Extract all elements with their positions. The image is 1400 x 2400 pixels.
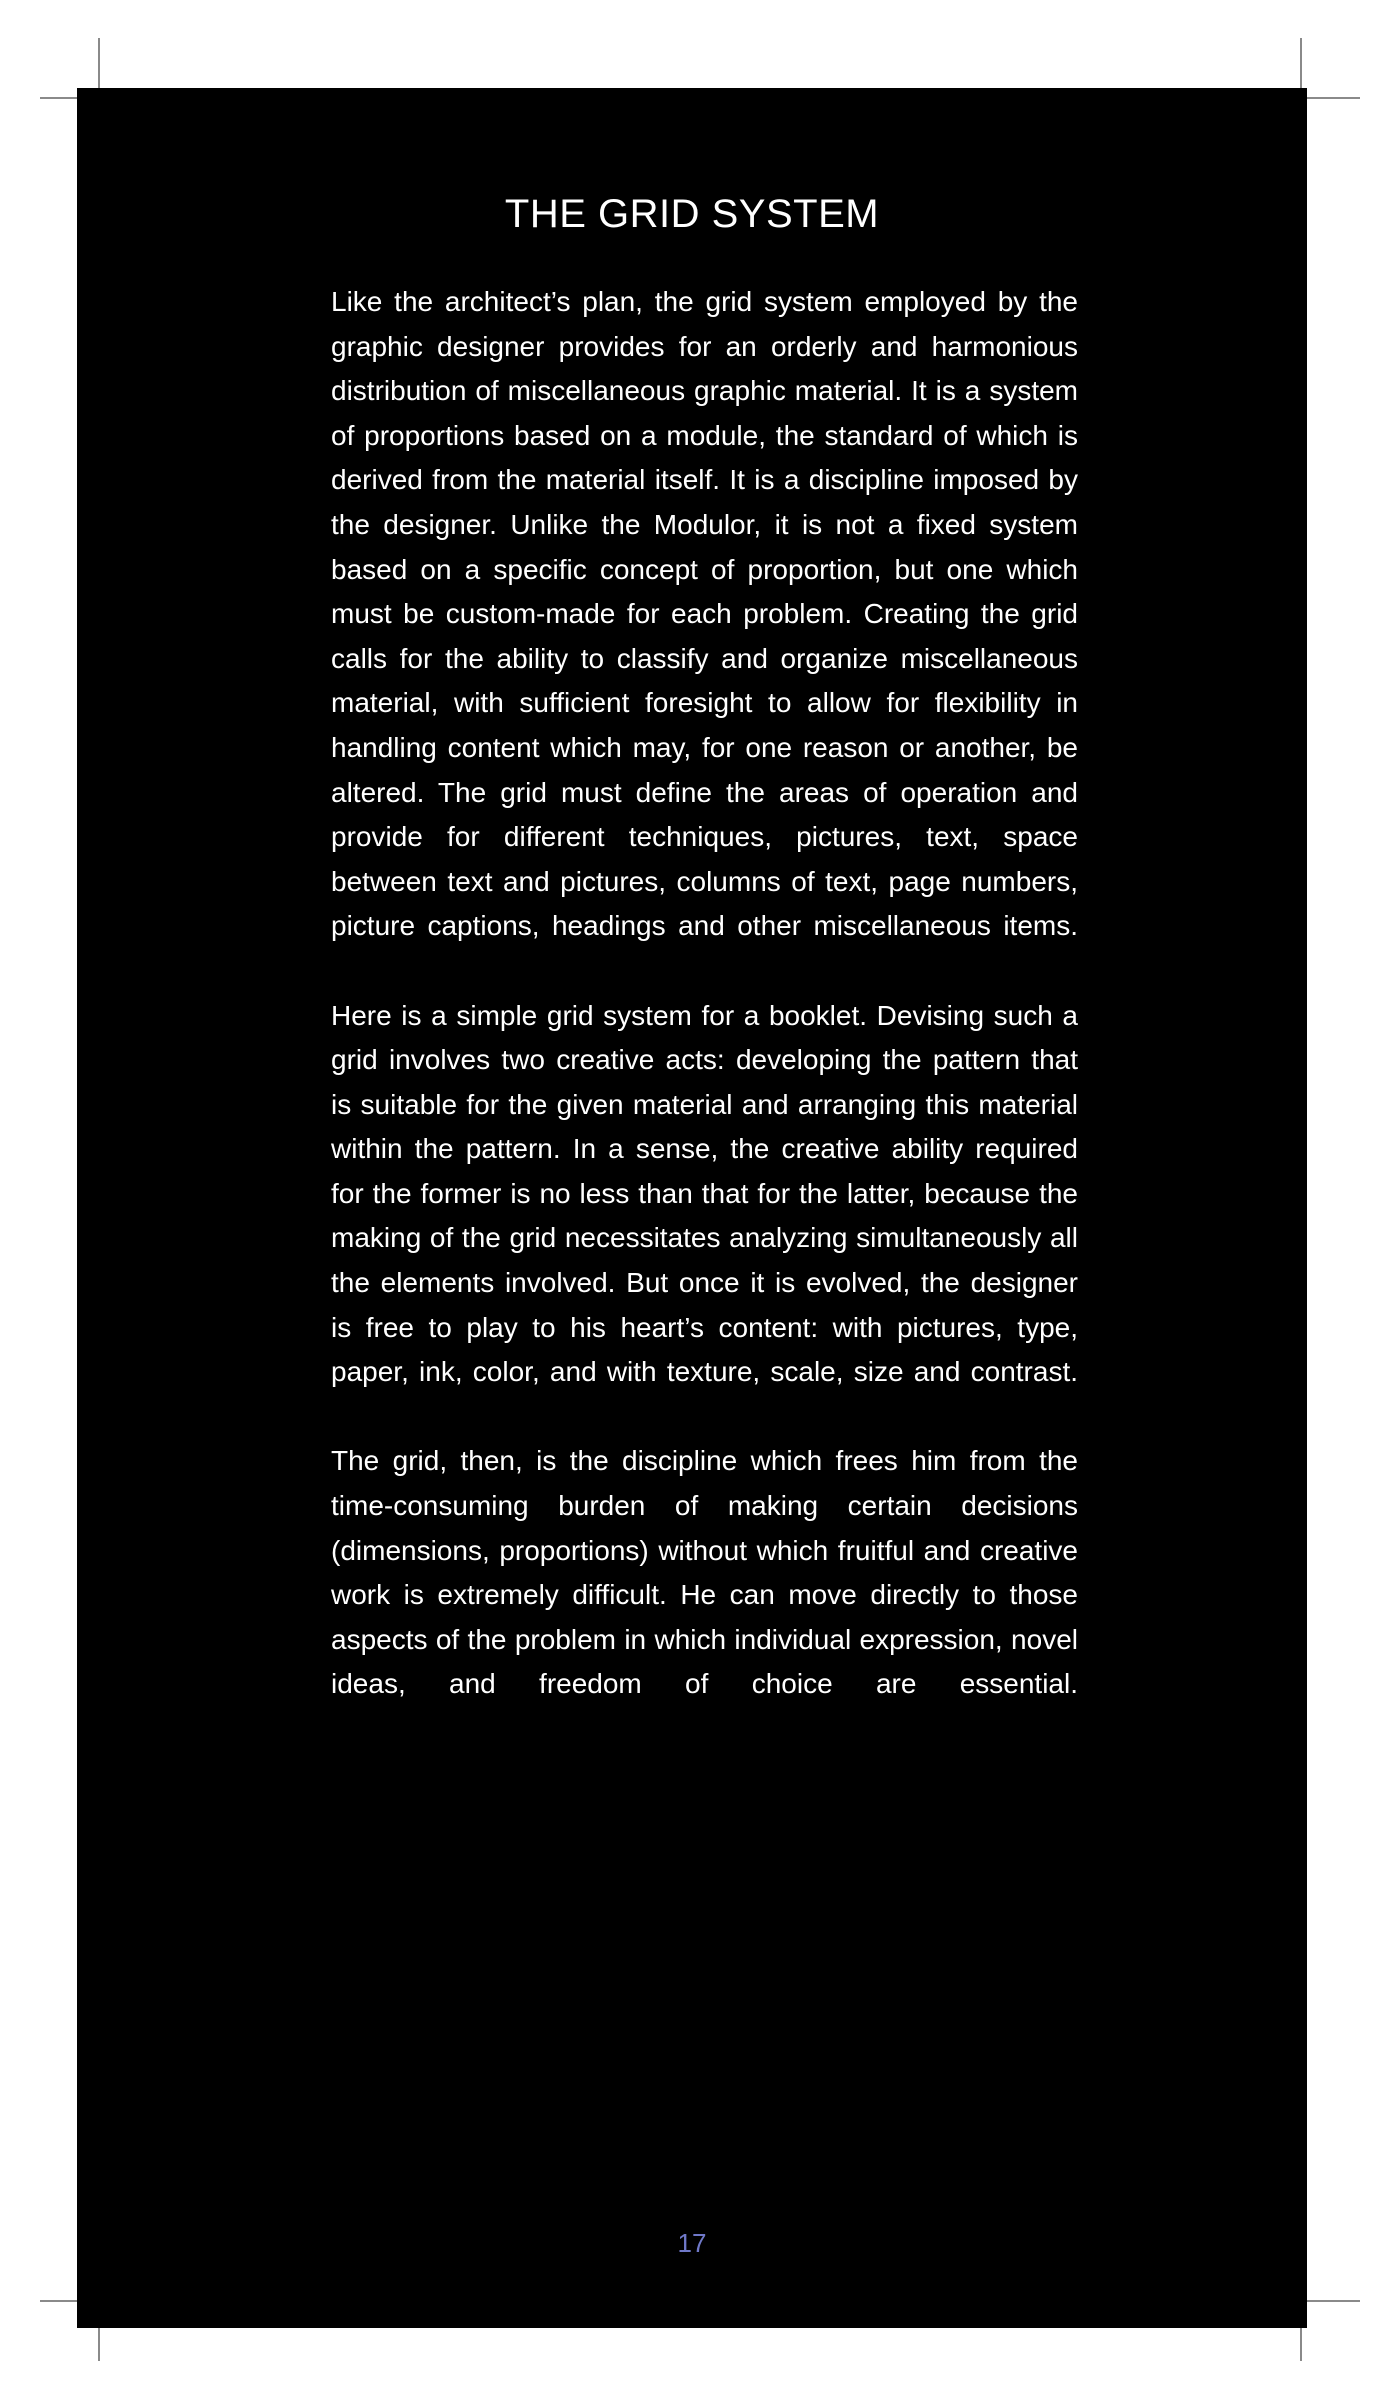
body-text bbox=[331, 280, 1078, 1752]
page bbox=[77, 88, 1307, 2328]
page-title: THE GRID SYSTEM bbox=[504, 192, 880, 236]
paragraph-2: Here is a simple grid system for a booklet. Devising such a grid involves two creative acts: developing the pattern that is suitable for the given material and arranging this material within the pattern. In a sense, the creative ability required for the former is no less than that for the latter, because the making of the grid necessitates analyzing simultaneously all the elements involved. But once it is evolved, the designer is free to play to his heart’s content: with pictures, type, paper, ink, color, and with texture, scale, size and contrast. bbox=[331, 999, 1078, 1388]
page-number: 17 bbox=[677, 2228, 707, 2258]
crop-mark-bottom-right-h bbox=[1300, 2300, 1360, 2302]
paragraph-3: The grid, then, is the discipline which frees him from the time-consuming burden of making certain decisions (dimensions, proportions) without which fruitful and creative work is extremely difficult. He can move directly to those aspects of the problem in which individual expression, novel ideas, and freedom of choice are essential. bbox=[331, 1445, 1078, 1700]
paragraph-1: Like the architect’s plan, the grid system employed by the graphic designer provides for an orderly and harmonious distribution of miscellaneous graphic material. It is a system of proportions based on a module, the standard of which is derived from the material itself. It is a discipline imposed by the designer. Unlike the Modulor, it is not a fixed system based on a specific concept of proportion, but one which must be custom-made for each problem. Creating the grid calls for the ability to classify and organize miscellaneous material, with sufficient foresight to allow for flexibility in handling content which may, for one reason or another, be altered. The grid must define the areas of operation and provide for different techniques, pictures, text, space between text and pictures, columns of text, page numbers, picture captions, headings and other miscellaneous items. bbox=[331, 286, 1078, 942]
crop-mark-top-right-v bbox=[1300, 38, 1302, 94]
crop-mark-top-left-v bbox=[98, 38, 100, 94]
crop-mark-top-right-h bbox=[1300, 97, 1360, 99]
